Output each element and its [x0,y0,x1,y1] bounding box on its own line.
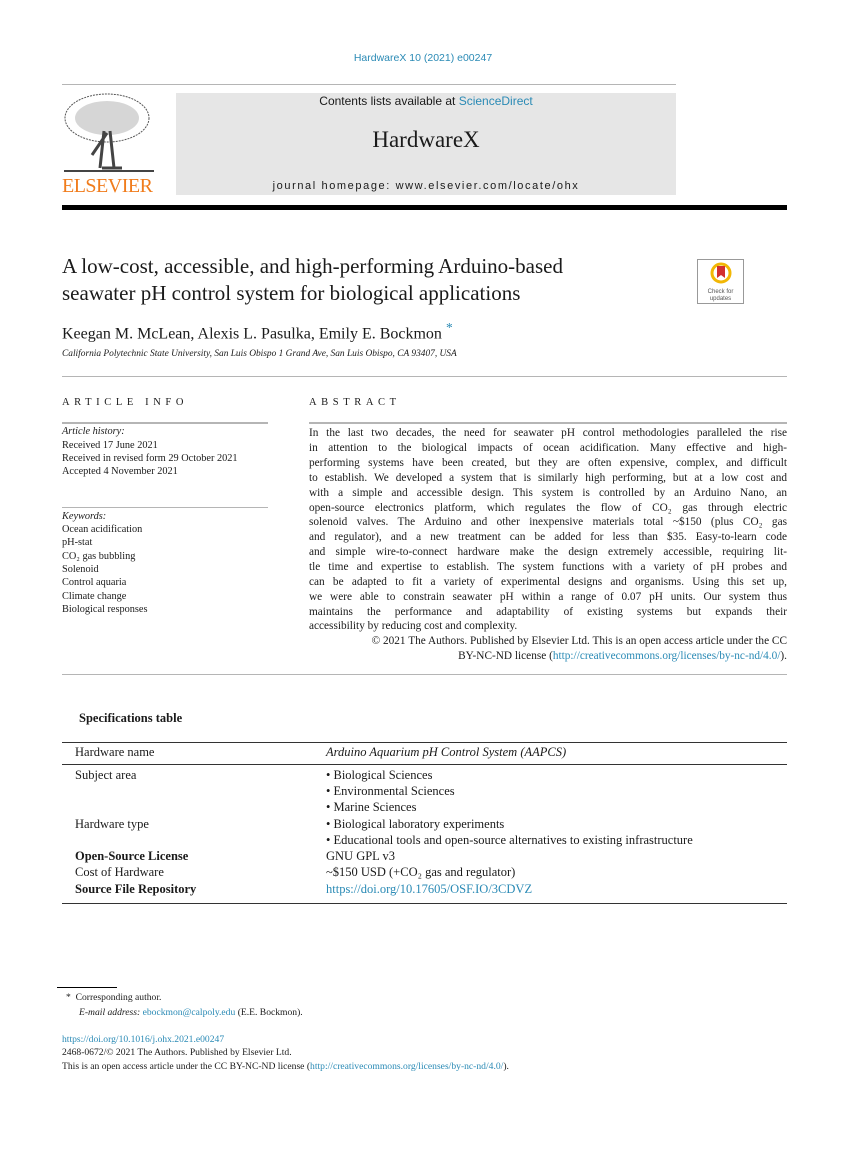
affiliation: California Polytechnic State University, San Luis Obispo 1 Grand Ave, San Luis Obispo, CA 93407, USA [62,349,457,359]
license-suffix: ). [780,650,787,662]
contents-label: Contents lists available at [319,94,459,108]
keyword: Solenoid [62,564,99,575]
spec-value: • Marine Sciences [326,800,417,814]
article-title [62,253,563,307]
divider [62,507,268,508]
keyword: Control aquaria [62,577,127,588]
divider [62,376,787,377]
spec-value: • Biological laboratory experiments [326,817,505,831]
history-label: Article history: [62,426,125,437]
email-link[interactable]: ebockmon@calpoly.edu [142,1007,236,1018]
journal-name: HardwareX [372,127,480,152]
history-item: Received in revised form 29 October 2021 [62,453,238,464]
divider [62,422,268,424]
spec-label: Cost of Hardware [75,865,164,879]
abstract-line: solenoid valves. The Arduino and other inexpensive materials total ~$150 (plus CO₂ gas [309,516,787,528]
license-link[interactable]: http://creativecommons.org/licenses/by-nc-nd/4.0/ [552,650,781,662]
abstract-line: and regulator), and a new treatment can be added for less than $35. Easy-to-learn code [309,531,787,543]
check-updates-label: Check for updates [707,289,734,302]
keyword: Ocean acidification [62,524,143,535]
history-item: Received 17 June 2021 [62,440,158,451]
repository-link[interactable]: https://doi.org/10.17605/OSF.IO/3CDVZ [326,882,533,896]
abstract-line: can be adapted to fit a variety of experimental designs and organisms. Using this set up, [309,576,787,588]
license-prefix: BY-NC-ND license ( [458,650,553,662]
title-line: seawater pH control system for biological applications [62,281,521,305]
spec-value: • Environmental Sciences [326,784,455,798]
bookmark-icon [710,262,732,284]
abstract-heading: ABSTRACT [309,397,401,408]
doi-link[interactable]: https://doi.org/10.1016/j.ohx.2021.e00247 [62,1034,225,1045]
keyword: CO₂ gas bubbling [62,551,136,562]
issn-line: 2468-0672/© 2021 The Authors. Published by Elsevier Ltd. [62,1047,292,1058]
table-rule [62,764,787,765]
license-line [309,650,787,662]
abstract-line: maintains the performance and adaptability of existing systems but expands their [309,606,787,618]
spec-table-heading: Specifications table [79,711,183,725]
contents-line [176,94,676,108]
spec-label: Source File Repository [75,882,197,896]
history-item: Accepted 4 November 2021 [62,466,178,477]
abstract-line: tle time and expertise to establish. The system functions with a variety of pH probes and [309,561,787,573]
journal-banner [176,93,676,195]
footnote-rule [57,987,117,988]
spec-label: Hardware name [75,745,155,759]
journal-reference[interactable]: HardwareX 10 (2021) e00247 [353,52,493,64]
abstract-line: we were able to constrain seawater pH within a range of 0.07 pH units. Our system thus [309,591,787,603]
abstract-line: in attention to the biological impacts of ocean acidification. Many effective and high- [309,442,787,454]
open-access-line [62,1061,509,1072]
abstract-line: In the last two decades, the need for seawater pH control methodologies paralleled the rise [309,427,787,439]
footnote-email [79,1007,303,1018]
table-rule [62,742,787,743]
copyright-line: © 2021 The Authors. Published by Elsevier Ltd. This is an open access article under the CC [371,635,787,647]
spec-label: Hardware type [75,817,149,831]
keyword: Climate change [62,591,127,602]
spec-value: ~$150 USD (+CO₂ gas and regulator) [326,865,516,879]
header-rule [62,84,676,85]
table-rule [62,903,787,904]
divider [309,422,787,424]
abstract-line: with a simple and accessible design. This system is controlled by an Arduino Nano, an [309,487,787,499]
sciencedirect-link[interactable]: ScienceDirect [458,94,533,108]
abstract-line: to establish. We developed a system that is similarly high performing, but at a low cost and [309,472,787,484]
abstract-line: open-source electronics platform, which regulates the flow of CO₂ gas through electric [309,502,787,514]
oa-prefix: This is an open access article under the CC BY-NC-ND license ( [62,1061,311,1072]
authors: Keegan M. McLean, Alexis L. Pasulka, Emily E. Bockmon [62,325,442,343]
keywords-label: Keywords: [62,511,107,522]
title-line: A low-cost, accessible, and high-performing Arduino-based [62,254,563,278]
abstract-line: performing systems have been created, but they are often expensive, complex, and difficult [309,457,787,469]
keyword: Biological responses [62,604,148,615]
corresponding-author-mark[interactable]: * [445,320,453,335]
footnote-mark: * [66,992,71,1003]
spec-label: Subject area [75,768,137,782]
divider [62,674,787,675]
author-list [62,320,453,343]
spec-value: • Educational tools and open-source alternatives to existing infrastructure [326,833,693,847]
spec-value: Arduino Aquarium pH Control System (AAPCS) [326,745,567,759]
elsevier-logo [62,93,156,197]
spec-label: Open-Source License [75,849,189,863]
oa-suffix: ). [503,1061,509,1072]
keyword: pH-stat [62,537,93,548]
check-for-updates-button[interactable] [697,259,744,304]
article-info-heading: ARTICLE INFO [62,397,189,408]
email-suffix: (E.E. Bockmon). [237,1007,303,1018]
abstract-line: and simple wire-to-connect hardware make the design extremely accessible, requiring lit- [309,546,787,558]
spec-value: GNU GPL v3 [326,849,395,863]
email-label: E-mail address: [79,1007,141,1018]
footnote-corresponding [66,992,161,1003]
header-thick-rule [62,205,787,210]
oa-license-link[interactable]: http://creativecommons.org/licenses/by-nc-nd/4.0/ [310,1061,504,1072]
tree-icon [62,93,156,173]
footnote-text: Corresponding author. [75,992,162,1003]
elsevier-wordmark: ELSEVIER [62,175,153,197]
journal-homepage[interactable]: journal homepage: www.elsevier.com/locate/ohx [272,180,580,192]
spec-value: • Biological Sciences [326,768,433,782]
abstract-line: accessibility by reducing cost and complexity. [309,620,518,632]
